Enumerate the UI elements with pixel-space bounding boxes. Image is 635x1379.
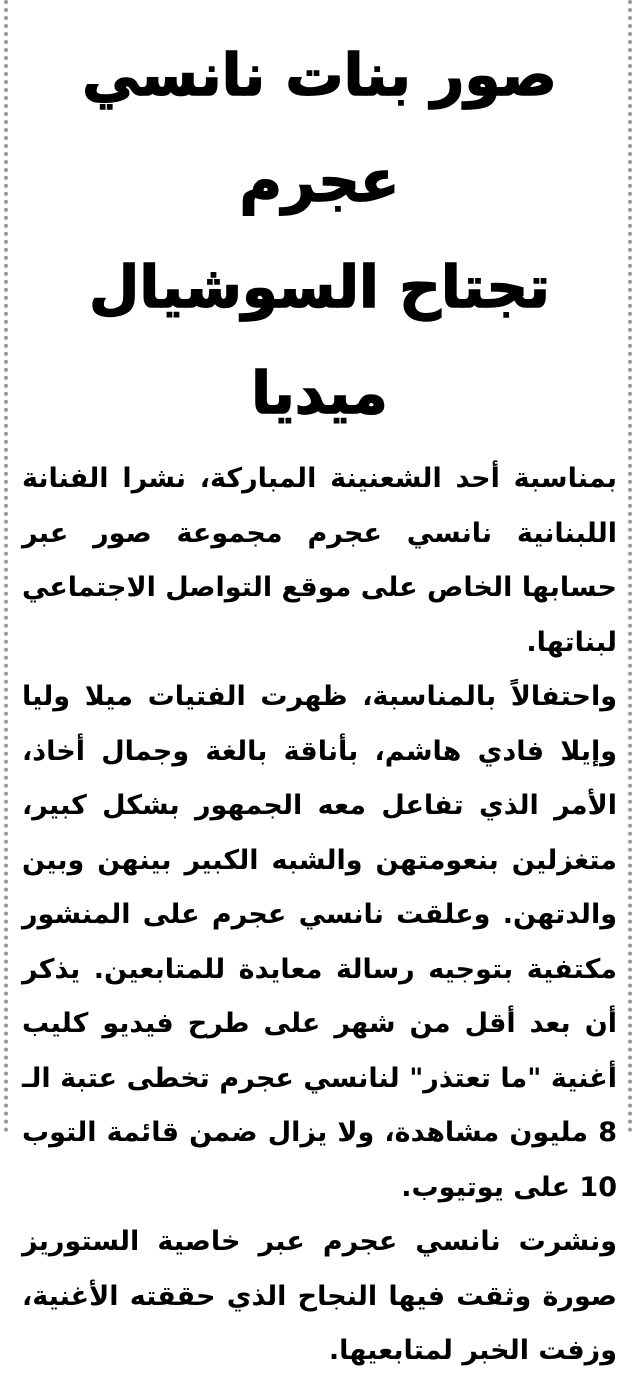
article-body	[22, 452, 617, 1379]
paragraph-1: بمناسبة أحد الشعنينة المباركة، نشرا الفنانة اللبنانية نانسي عجرم مجموعة صور عبر حسابها الخاص على موقع التواصل الاجتماعي لبناتها.	[22, 463, 617, 658]
headline-line-2: تجتاح السوشيال ميديا	[89, 253, 550, 427]
paragraph-2: واحتفالاً بالمناسبة، ظهرت الفتيات ميلا وليا وإيلا فادي هاشم، بأناقة بالغة وجمال أخاذ، الأمر الذي تفاعل معه الجمهور بشكل كبير، متغزلين بنعومتهن والشبه الكبير بينهن وبين والدتهن. وعلقت نانسي عجرم على المنشور مكتفية بتوجيه رسالة معايدة للمتابعين. يذكر أن بعد أقل من شهر على طرح فيديو كليب أغنية "ما تعتذر" لنانسي عجرم تخطى عتبة الـ 8 مليون مشاهدة، ولا يزال ضمن قائمة التوب 10 على يوتيوب.	[22, 681, 617, 1203]
paragraph-3: ونشرت نانسي عجرم عبر خاصية الستوريز صورة وثقت فيها النجاح الذي حققته الأغنية، وزفت الخبر لمتابعيها.	[22, 1226, 617, 1366]
article-headline	[22, 0, 617, 446]
right-dotted-border	[628, 0, 632, 1133]
left-dotted-border	[4, 0, 8, 1133]
news-article	[22, 0, 617, 1366]
headline-line-1: صور بنات نانسي عجرم	[82, 41, 557, 215]
